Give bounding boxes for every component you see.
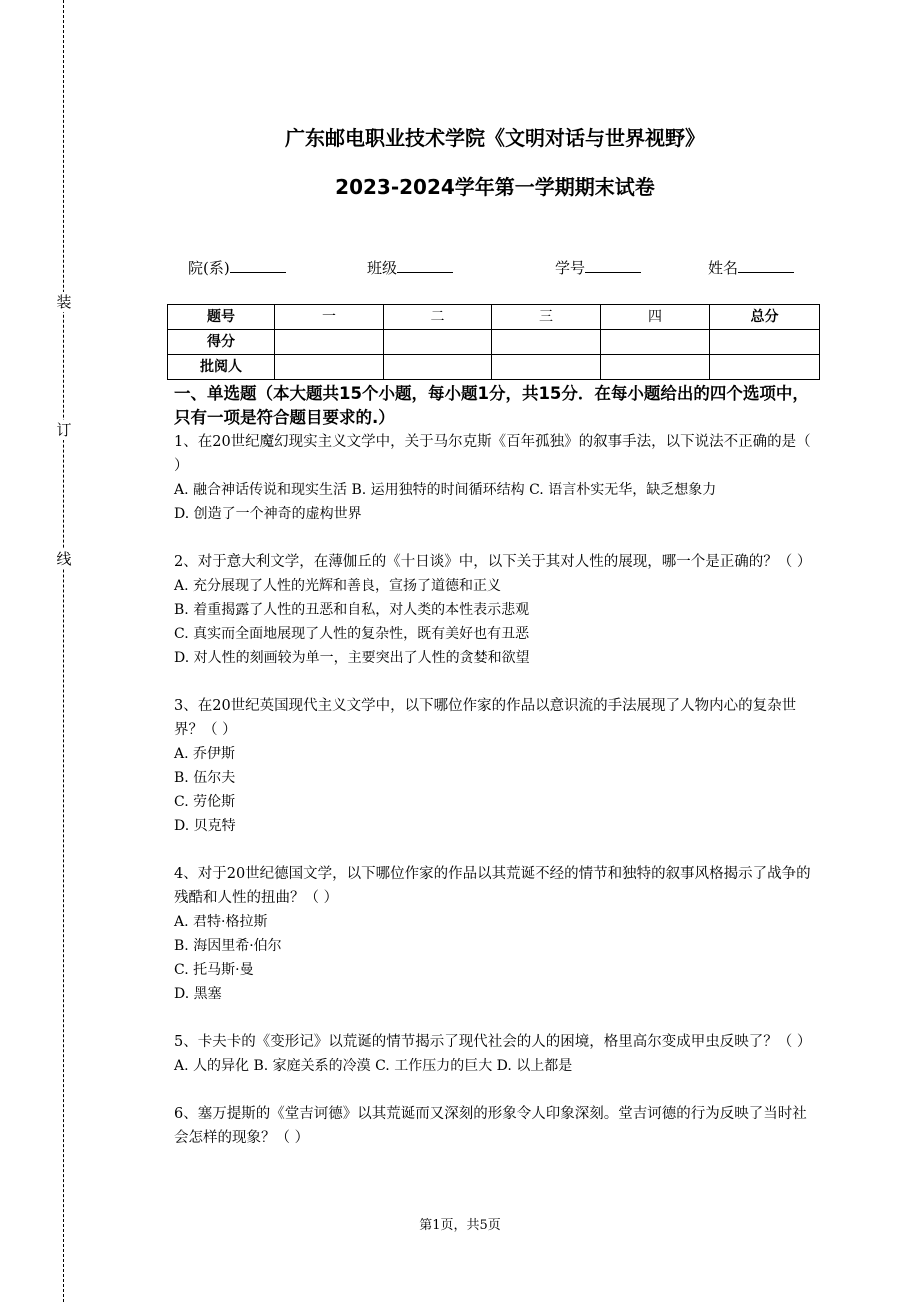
option-line: B. 着重揭露了人性的丑恶和自私，对人类的本性表示悲观 bbox=[174, 602, 530, 618]
binding-dashed-line bbox=[63, 0, 64, 1302]
reviewer-cell[interactable] bbox=[601, 355, 710, 380]
option-line: D. 黑塞 bbox=[174, 986, 222, 1002]
score-cell[interactable] bbox=[384, 330, 492, 355]
question-stem: 5、卡夫卡的《变形记》以荒诞的情节揭示了现代社会的人的困境，格里高尔变成甲虫反映了？（ ） bbox=[174, 1034, 812, 1050]
score-header-cell: 一 bbox=[275, 305, 384, 330]
score-header-cell: 总分 bbox=[710, 305, 820, 330]
score-row-label: 得分 bbox=[168, 330, 275, 355]
option-line: A. 乔伊斯 bbox=[174, 746, 236, 762]
option-line: A. 人的异化 B. 家庭关系的冷漠 C. 工作压力的巨大 D. 以上都是 bbox=[174, 1058, 573, 1074]
option-line: C. 托马斯·曼 bbox=[174, 962, 254, 978]
option-line: D. 对人性的刻画较为单一，主要突出了人性的贪婪和欲望 bbox=[174, 650, 530, 666]
question-stem: 2、对于意大利文学，在薄伽丘的《十日谈》中，以下关于其对人性的展现，哪一个是正确的？（ ） bbox=[174, 554, 812, 570]
exam-content bbox=[174, 382, 820, 1150]
student-info-row bbox=[0, 256, 920, 280]
dept-label: 院(系) bbox=[188, 259, 230, 277]
name-label: 姓名 bbox=[708, 259, 739, 277]
dept-field bbox=[188, 256, 286, 280]
question-list bbox=[174, 430, 820, 1150]
option-line: B. 海因里希·伯尔 bbox=[174, 938, 282, 954]
name-blank[interactable] bbox=[738, 256, 794, 273]
reviewer-cell[interactable] bbox=[710, 355, 820, 380]
question-5 bbox=[174, 1030, 820, 1078]
class-label: 班级 bbox=[367, 259, 398, 277]
reviewer-row bbox=[168, 355, 820, 380]
score-cell[interactable] bbox=[601, 330, 710, 355]
question-6 bbox=[174, 1102, 820, 1150]
score-table-header-row bbox=[168, 305, 820, 330]
question-4 bbox=[174, 862, 820, 1006]
reviewer-cell[interactable] bbox=[384, 355, 492, 380]
reviewer-row-label: 批阅人 bbox=[168, 355, 275, 380]
binding-char-xian: 线 bbox=[56, 550, 72, 568]
score-header-cell: 三 bbox=[492, 305, 601, 330]
student-id-field bbox=[555, 256, 641, 280]
question-1 bbox=[174, 430, 820, 526]
class-field bbox=[367, 256, 453, 280]
score-header-cell: 题号 bbox=[168, 305, 275, 330]
name-field bbox=[708, 256, 794, 280]
score-cell[interactable] bbox=[275, 330, 384, 355]
dept-blank[interactable] bbox=[230, 256, 286, 273]
exam-title-line2: 2023-2024学年第一学期期末试卷 bbox=[335, 175, 655, 199]
score-row bbox=[168, 330, 820, 355]
option-line: A. 君特·格拉斯 bbox=[174, 914, 268, 930]
option-line: B. 伍尔夫 bbox=[174, 770, 236, 786]
option-line: A. 融合神话传说和现实生活 B. 运用独特的时间循环结构 C. 语言朴实无华，缺乏想象力 bbox=[174, 482, 717, 498]
score-cell[interactable] bbox=[710, 330, 820, 355]
option-line: D. 创造了一个神奇的虚构世界 bbox=[174, 506, 362, 522]
question-stem: 1、在20世纪魔幻现实主义文学中，关于马尔克斯《百年孤独》的叙事手法，以下说法不正确的是（ ） bbox=[174, 434, 811, 474]
page-footer: 第1页，共5页 bbox=[419, 1218, 501, 1233]
question-3 bbox=[174, 694, 820, 838]
score-header-cell: 二 bbox=[384, 305, 492, 330]
question-stem: 4、对于20世纪德国文学，以下哪位作家的作品以其荒诞不经的情节和独特的叙事风格揭示了战争的残酷和人性的扭曲？（ ） bbox=[174, 866, 811, 906]
question-stem: 6、塞万提斯的《堂吉诃德》以其荒诞而又深刻的形象令人印象深刻。堂吉诃德的行为反映了当时社会怎样的现象？（ ） bbox=[174, 1106, 807, 1146]
student-id-blank[interactable] bbox=[585, 256, 641, 273]
question-stem: 3、在20世纪英国现代主义文学中，以下哪位作家的作品以意识流的手法展现了人物内心的复杂世界？（ ） bbox=[174, 698, 797, 738]
binding-char-ding: 订 bbox=[56, 421, 72, 439]
binding-char-zhuang: 装 bbox=[56, 293, 72, 311]
reviewer-cell[interactable] bbox=[275, 355, 384, 380]
option-line: A. 充分展现了人性的光辉和善良，宣扬了道德和正义 bbox=[174, 578, 502, 594]
exam-title-line1: 广东邮电职业技术学院《文明对话与世界视野》 bbox=[285, 126, 705, 150]
score-cell[interactable] bbox=[492, 330, 601, 355]
section-heading: 一、单选题（本大题共15个小题，每小题1分，共15分．在每小题给出的四个选项中，只有一项是符合题目要求的.） bbox=[174, 384, 809, 427]
question-2 bbox=[174, 550, 820, 670]
option-line: C. 劳伦斯 bbox=[174, 794, 236, 810]
score-header-cell: 四 bbox=[601, 305, 710, 330]
class-blank[interactable] bbox=[397, 256, 453, 273]
option-line: D. 贝克特 bbox=[174, 818, 236, 834]
student-id-label: 学号 bbox=[555, 259, 586, 277]
option-line: C. 真实而全面地展现了人性的复杂性，既有美好也有丑恶 bbox=[174, 626, 530, 642]
score-table bbox=[167, 304, 820, 380]
reviewer-cell[interactable] bbox=[492, 355, 601, 380]
